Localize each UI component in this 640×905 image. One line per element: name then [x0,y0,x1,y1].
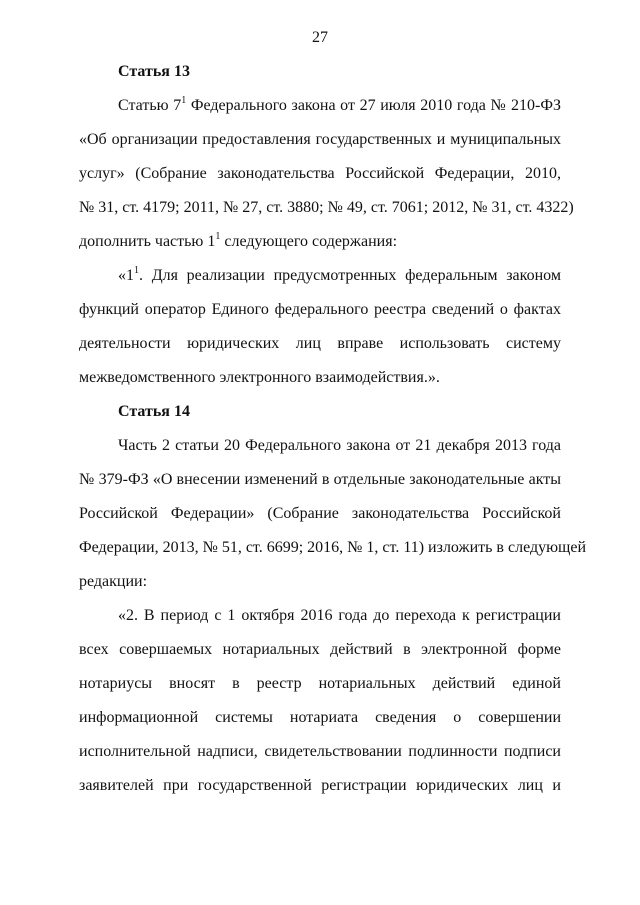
article-14-p2-line-1: «2. В период с 1 октября 2016 года до перехода к регистрации [118,607,561,624]
article-14-p1-line-5: редакции: [79,573,148,590]
article-14-p2-line-6: заявителей при государственной регистрации юридических лиц и [79,777,561,794]
article-13-p1-line-4: № 31, ст. 4179; 2011, № 27, ст. 3880; № 49, ст. 7061; 2012, № 31, ст. 4322) [79,199,574,216]
article-14-p2-line-3: нотариусы вносят в реестр нотариальных действий единой [79,675,561,692]
article-13-p1-line-3: услуг» (Собрание законодательства Российской Федерации, 2010, [79,165,561,182]
article-14-p1-line-4: Федерации, 2013, № 51, ст. 6699; 2016, № 1, ст. 11) изложить в следующей [79,539,587,556]
article-13-p2-line-2: функций оператор Единого федерального реестра сведений о фактах [79,301,561,318]
article-14-p2-line-4: информационной системы нотариата сведения о совершении [79,709,561,726]
article-13-p1-line-5: дополнить частью $1^1$ следующего содержания: [79,230,398,250]
article-14-p1-line-3: Российской Федерации» (Собрание законодательства Российской [79,505,561,522]
page-number: 27 [312,29,328,46]
article-13-p1-line-1: Статью $7^1$ Федерального закона от 27 июля 2010 года № 210-ФЗ [118,94,562,114]
article-14-p2-line-5: исполнительной надписи, свидетельствовании подлинности подписи [79,743,561,760]
article-14-p1-line-2: № 379-ФЗ «О внесении изменений в отдельные законодательные акты [79,471,561,488]
article-13-p2-line-4: межведомственного электронного взаимодействия.». [79,369,440,386]
article-14-heading: Статья 14 [118,403,190,420]
article-14-p1-line-1: Часть 2 статьи 20 Федерального закона от 21 декабря 2013 года [118,437,561,454]
article-14-p2-line-2: всех совершаемых нотариальных действий в электронной форме [79,641,561,658]
article-13-heading: Статья 13 [118,63,190,80]
article-13-p2-line-3: деятельности юридических лиц вправе использовать систему [79,335,561,352]
article-13-p1-line-2: «Об организации предоставления государственных и муниципальных [79,131,561,148]
article-13-p2-line-1: «$1^1$. Для реализации предусмотренных федеральным законом [118,264,561,284]
